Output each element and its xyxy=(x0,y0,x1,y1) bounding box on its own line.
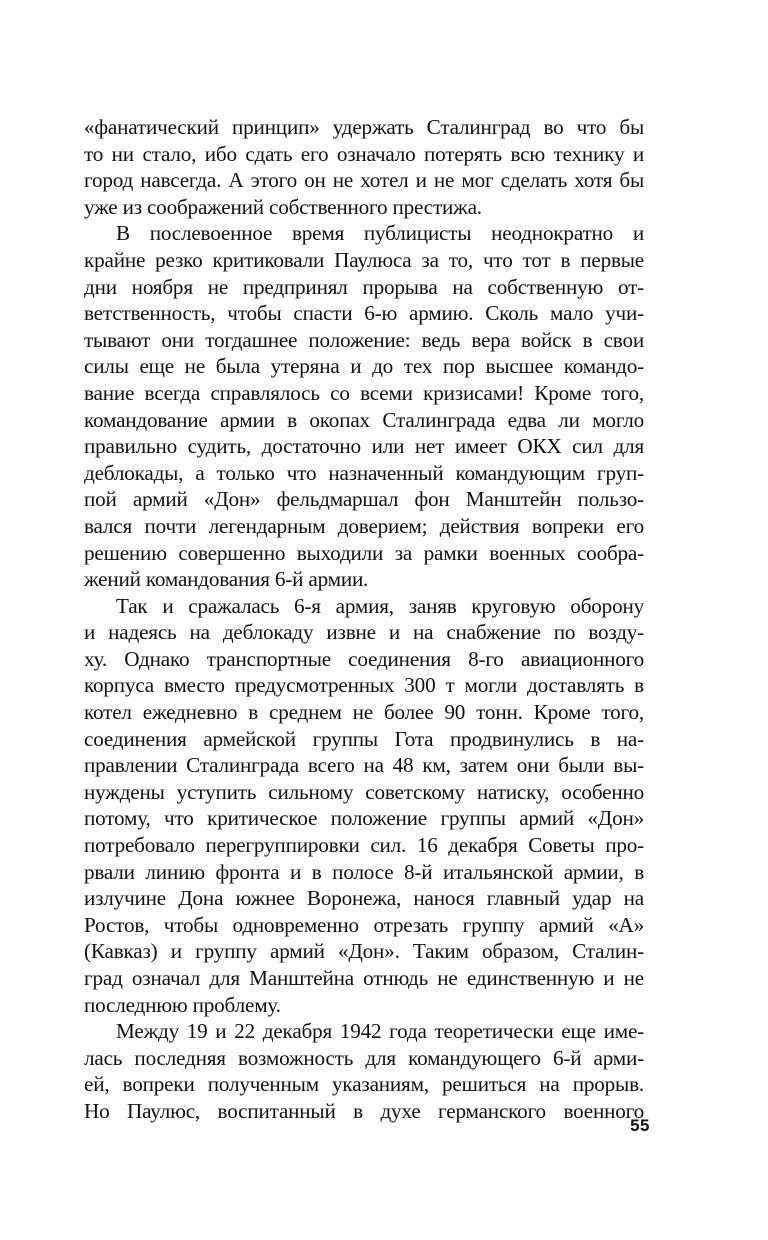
text-line: пой армий «Дон» фельдмаршал фон Манштейн пользо- xyxy=(84,487,644,512)
text-line: соединения армейской группы Гота продвинулись в на- xyxy=(84,726,644,751)
paragraph-4 xyxy=(84,1018,644,1124)
text-line: вание всегда справлялось со всеми кризисами! Кроме того, xyxy=(84,380,644,405)
text-line: крайне резко критиковали Паулюса за то, что тот в первые xyxy=(84,247,644,272)
text-line: город навсегда. А этого он не хотел и не мог сделать хотя бы xyxy=(84,168,644,193)
paragraph-1 xyxy=(84,114,644,220)
text-line: ей, вопреки полученным указаниям, решиться на прорыв. xyxy=(84,1072,644,1097)
text-line: Между 19 и 22 декабря 1942 года теоретически еще име- xyxy=(116,1019,644,1044)
text-line: дни ноября не предпринял прорыва на собственную от- xyxy=(84,274,644,299)
text-line: котел ежедневно в среднем не более 90 тонн. Кроме того, xyxy=(84,700,644,725)
paragraph-3 xyxy=(84,593,644,1019)
text-line: последнюю проблему. xyxy=(84,992,281,1017)
text-line: то ни стало, ибо сдать его означало потерять всю технику и xyxy=(84,141,644,166)
text-line: рвали линию фронта и в полосе 8-й итальянской армии, в xyxy=(84,859,644,884)
page-number: 55 xyxy=(630,1116,650,1135)
text-line: силы еще не была утеряна и до тех пор высшее командо- xyxy=(84,354,644,379)
paragraph-2 xyxy=(84,220,644,592)
text-line: уже из соображений собственного престижа. xyxy=(84,194,482,219)
text-line: правлении Сталинграда всего на 48 км, затем они были вы- xyxy=(84,753,644,778)
text-line: (Кавказ) и группу армий «Дон». Таким образом, Сталин- xyxy=(84,939,644,964)
text-line: град означал для Манштейна отнюдь не единственную и не xyxy=(84,966,644,990)
text-line: «фанатический принцип» удержать Сталинград во что бы xyxy=(84,115,644,139)
text-line: Ростов, чтобы одновременно отрезать группу армий «А» xyxy=(84,912,644,937)
text-line: нуждены уступить сильному советскому натиску, особенно xyxy=(84,779,644,804)
text-line: командование армии в окопах Сталинграда едва ли могло xyxy=(84,407,644,432)
text-line: Но Паулюс, воспитанный в духе германского военного xyxy=(84,1098,644,1123)
text-line: В послевоенное время публицисты неоднократно и xyxy=(116,221,644,246)
text-line: и надеясь на деблокаду извне и на снабжение по возду- xyxy=(84,620,644,645)
text-line: жений командования 6-й армии. xyxy=(84,567,369,592)
body-text xyxy=(84,114,644,1125)
text-line: Так и сражалась 6-я армия, заняв круговую оборону xyxy=(116,593,644,618)
text-line: излучине Дона южнее Воронежа, нанося главный удар на xyxy=(84,886,644,911)
text-line: решению совершенно выходили за рамки военных сообра- xyxy=(84,540,644,565)
text-line: правильно судить, достаточно или нет имеет ОКХ сил для xyxy=(84,434,644,459)
text-line: лась последняя возможность для командующего 6-й арми- xyxy=(84,1045,644,1070)
text-line: ветственность, чтобы спасти 6-ю армию. Сколь мало учи- xyxy=(84,301,644,326)
text-line: корпуса вместо предусмотренных 300 т могли доставлять в xyxy=(84,673,644,698)
text-line: деблокады, а только что назначенный командующим груп- xyxy=(84,460,644,485)
text-line: вался почти легендарным доверием; действия вопреки его xyxy=(84,513,644,538)
text-line: потребовало перегруппировки сил. 16 декабря Советы про- xyxy=(84,833,644,858)
text-line: ху. Однако транспортные соединения 8-го авиационного xyxy=(84,646,644,671)
text-line: потому, что критическое положение группы армий «Дон» xyxy=(84,806,644,831)
text-line: тывают они тогдашнее положение: ведь вера войск в свои xyxy=(84,327,644,352)
